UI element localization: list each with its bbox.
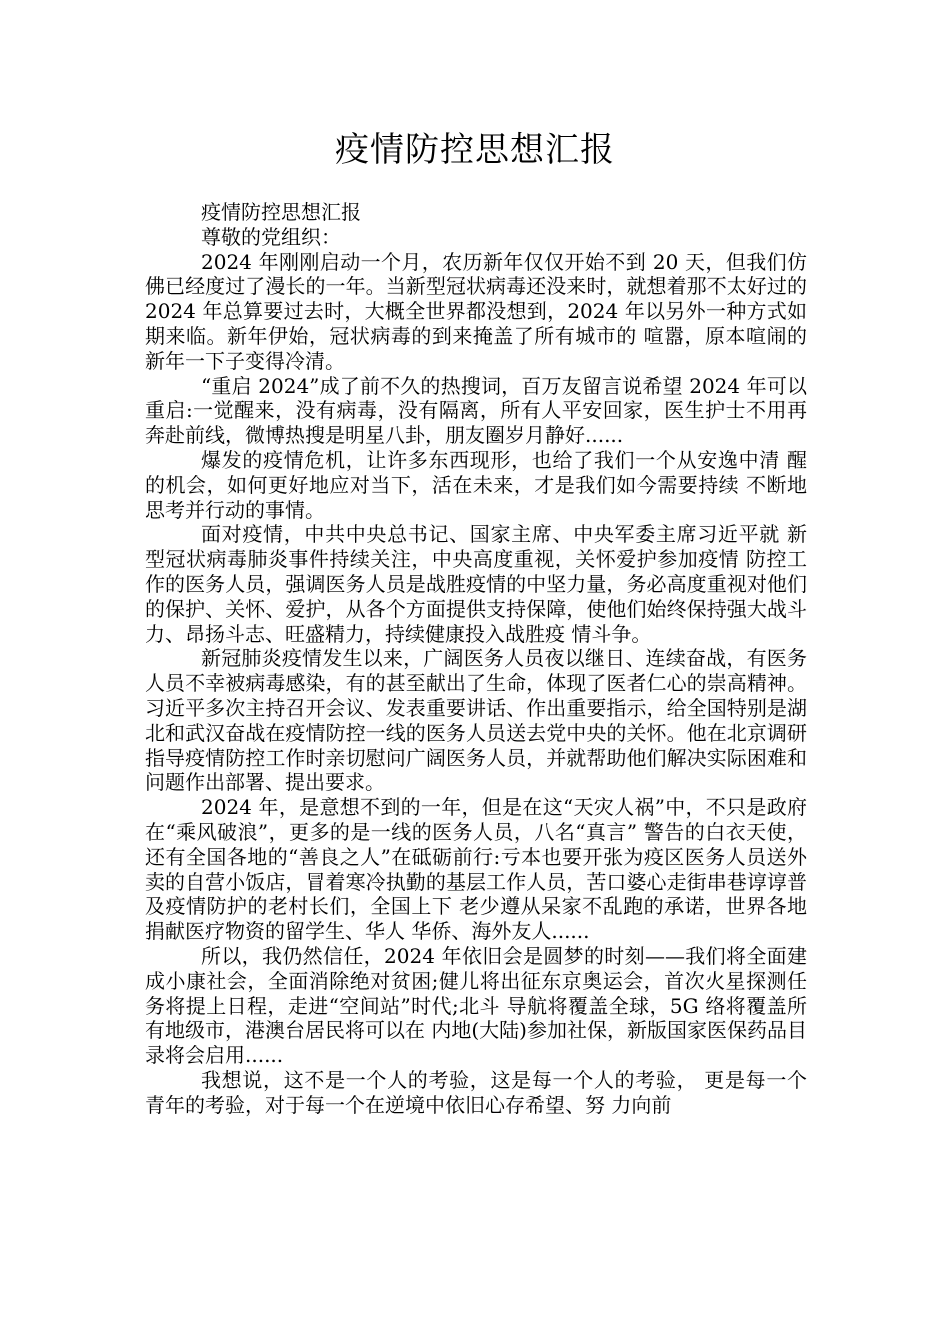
paragraph: 2024 年，是意想不到的一年，但是在这“天灾人祸”中，不只是政府在“乘风破浪”，更多的是一线的医务人员，八名“真言” 警告的白衣天使，还有全国各地的“善良之人”在砥砺前行:亏本也要开张为疫区医务人员送外卖的自营小饭店，冒着寒冷执勤的基层工作人员，苦口婆心走街串巷谆谆普及疫情防护的老村长们，全国上下 老少遵从呆家不乱跑的承诺，世界各地捐献医疗物资的留学生、华人 华侨、海外友人...... (145, 795, 807, 944)
paragraph: 爆发的疫情危机，让许多东西现形，也给了我们一个从安逸中清 醒的机会，如何更好地应对当下，活在未来，才是我们如今需要持续 不断地思考并行动的事情。 (145, 447, 807, 522)
paragraph: 新冠肺炎疫情发生以来，广阔医务人员夜以继日、连续奋战，有医务人员不幸被病毒感染，有的甚至献出了生命，体现了医者仁心的崇高精神。习近平多次主持召开会议、发表重要讲话、作出重要指示，给全国特别是湖北和武汉奋战在疫情防控一线的医务人员送去党中央的关怀。他在北京调研指导疫情防控工作时亲切慰问广阔医务人员，并就帮助他们解决实际困难和问题作出部署、提出要求。 (145, 646, 807, 795)
paragraph: 2024 年刚刚启动一个月，农历新年仅仅开始不到 20 天，但我们仿佛已经度过了漫长的一年。当新型冠状病毒还没来时，就想着那不太好过的 2024 年总算要过去时，大概全世界都没想到，2024 年以另外一种方式如期来临。新年伊始，冠状病毒的到来掩盖了所有城市的 喧嚣，原本喧闹的新年一下子变得冷清。 (145, 249, 807, 373)
paragraph-heading: 疫情防控思想汇报 (201, 200, 361, 224)
document-body (145, 200, 807, 1117)
paragraph: 面对疫情，中共中央总书记、国家主席、中央军委主席习近平就 新型冠状病毒肺炎事件持续关注，中央高度重视，关怀爱护参加疫情 防控工作的医务人员，强调医务人员是战胜疫情的中坚力量，务必高度重视对他们的保护、关怀、爱护，从各个方面提供支持保障，使他们始终保持强大战斗力、昂扬斗志、旺盛精力，持续健康投入战胜疫 情斗争。 (145, 522, 807, 646)
document-title: 疫情防控思想汇报 (335, 130, 615, 170)
paragraph: 所以，我仍然信任，2024 年依旧会是圆梦的时刻——我们将全面建成小康社会，全面消除绝对贫困;健儿将出征东京奥运会，首次火星探测任务将提上日程，走进“空间站”时代;北斗 导航将覆盖全球，5G 络将覆盖所有地级市，港澳台居民将可以在 内地(大陆)参加社保，新版国家医保药品目录将会启用...... (145, 943, 807, 1068)
paragraph-salutation: 尊敬的党组织： (201, 224, 341, 249)
paragraph: “重启 2024”成了前不久的热搜词，百万友留言说希望 2024 年可以重启:一觉醒来，没有病毒，没有隔离，所有人平安回家，医生护士不用再奔赴前线，微博热搜是明星八卦，朋友圈岁月静好...... (145, 373, 807, 448)
paragraph: 我想说，这不是一个人的考验，这是每一个人的考验， 更是每一个青年的考验，对于每一个在逆境中依旧心存希望、努 力向前 (145, 1067, 807, 1117)
